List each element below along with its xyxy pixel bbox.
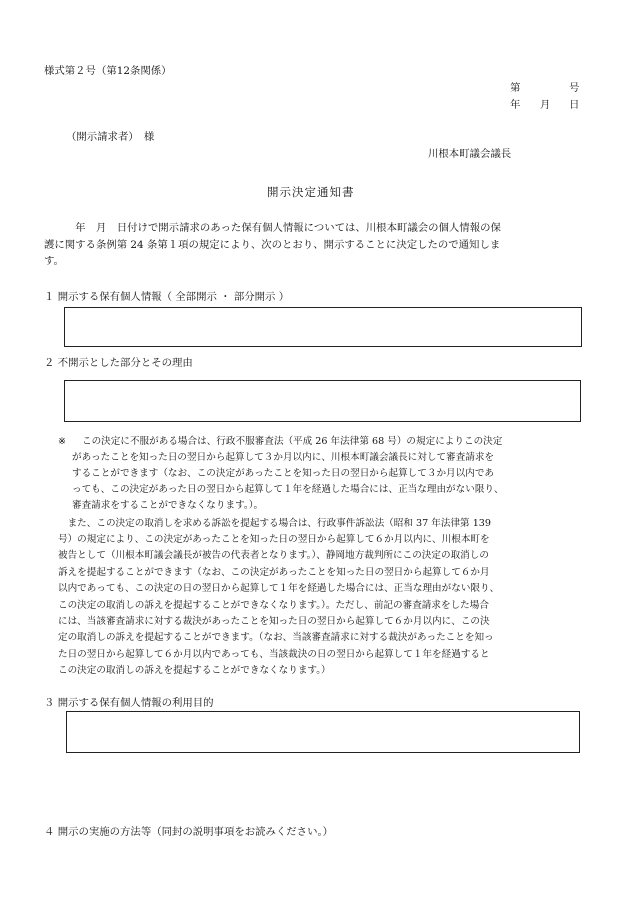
- date-year: 年: [510, 99, 521, 111]
- intro-paragraph: [44, 220, 501, 270]
- notice-line: た日の翌日から起算して６か月以内であっても、当該裁決の日の翌日から起算して１年を経過すると: [58, 649, 490, 660]
- doc-number-prefix: 第: [510, 82, 521, 94]
- page-title: 開示決定通知書: [267, 185, 355, 199]
- section3-box[interactable]: [66, 711, 580, 753]
- notice-mark: ※: [58, 436, 67, 447]
- notice-line: があったことを知った日の翌日から起算して３か月以内に、川根本町議会議長に対して審査請求を: [72, 452, 495, 463]
- section1-box[interactable]: [64, 307, 582, 347]
- notice-line: には、当該審査請求に対する裁決があったことを知った日の翌日から起算して６か月以内に、この決: [58, 616, 490, 627]
- date-day: 日: [569, 99, 580, 111]
- notice-line: 審査請求をすることができなくなります。）。: [72, 500, 264, 511]
- section1-heading: １ 開示する保有個人情報（ 全部開示 ・ 部分開示 ）: [44, 291, 290, 303]
- notice-line: 訴えを提起することができます（なお、この決定があったことを知った日の翌日から起算して６か月: [58, 567, 490, 578]
- intro-line: 年 月 日付けで開示請求のあった保有個人情報については、川根本町議会の個人情報の保: [44, 222, 501, 234]
- section2-heading: ２ 不開示とした部分とその理由: [44, 357, 193, 369]
- notice-line: 以内であっても、この決定の日の翌日から起算して１年を経過した場合には、正当な理由がない限り、: [58, 583, 500, 594]
- notice-line: また、この決定の取消しを求める訴訟を提起する場合は、行政事件訴訟法（昭和 37 年法律第 139: [58, 518, 492, 529]
- intro-line: 護に関する条例第 24 条第１項の規定により、次のとおり、開示することに決定したので通知しま: [44, 238, 501, 251]
- notice-line: 定の取消しの訴えを提起することができます。（なお、当該審査請求に対する裁決があったことを知っ: [58, 632, 494, 643]
- notice-line: この決定に不服がある場合は、行政不服審査法（平成 26 年法律第 68 号）の規定によりこの決定: [82, 436, 503, 447]
- notice-line: することができます（なお、この決定があったことを知った日の翌日から起算して３か月以内であ: [72, 468, 495, 479]
- addressee: （開示請求者） 様: [66, 131, 155, 143]
- date-month: 月: [540, 99, 551, 111]
- section3-heading: ３ 開示する保有個人情報の利用目的: [44, 697, 214, 709]
- notice-line: っても、この決定があった日の翌日から起算して１年を経過した場合には、正当な理由がない限り、: [72, 484, 504, 495]
- section4-heading: ４ 開示の実施の方法等（同封の説明事項をお読みください。）: [44, 826, 334, 838]
- intro-line: す。: [44, 255, 64, 268]
- notice-line: この決定の取消しの訴えを提起することができなくなります。）。ただし、前記の審査請求をした場合: [58, 600, 489, 611]
- notice-line: 号）の規定により、この決定があったことを知った日の翌日から起算して６か月以内に、川根本町を: [58, 534, 490, 545]
- notice-line: 被告として（川根本町議会議長が被告の代表者となります。）、静岡地方裁判所にこの決定の取消しの: [58, 550, 489, 561]
- doc-number-suffix: 号: [569, 82, 580, 94]
- section2-box[interactable]: [64, 380, 581, 422]
- sender: 川根本町議会議長: [428, 148, 512, 160]
- notice-line: この決定の取消しの訴えを提起することができなくなります。）: [58, 665, 331, 676]
- form-label: 様式第２号（第12条関係）: [44, 65, 172, 77]
